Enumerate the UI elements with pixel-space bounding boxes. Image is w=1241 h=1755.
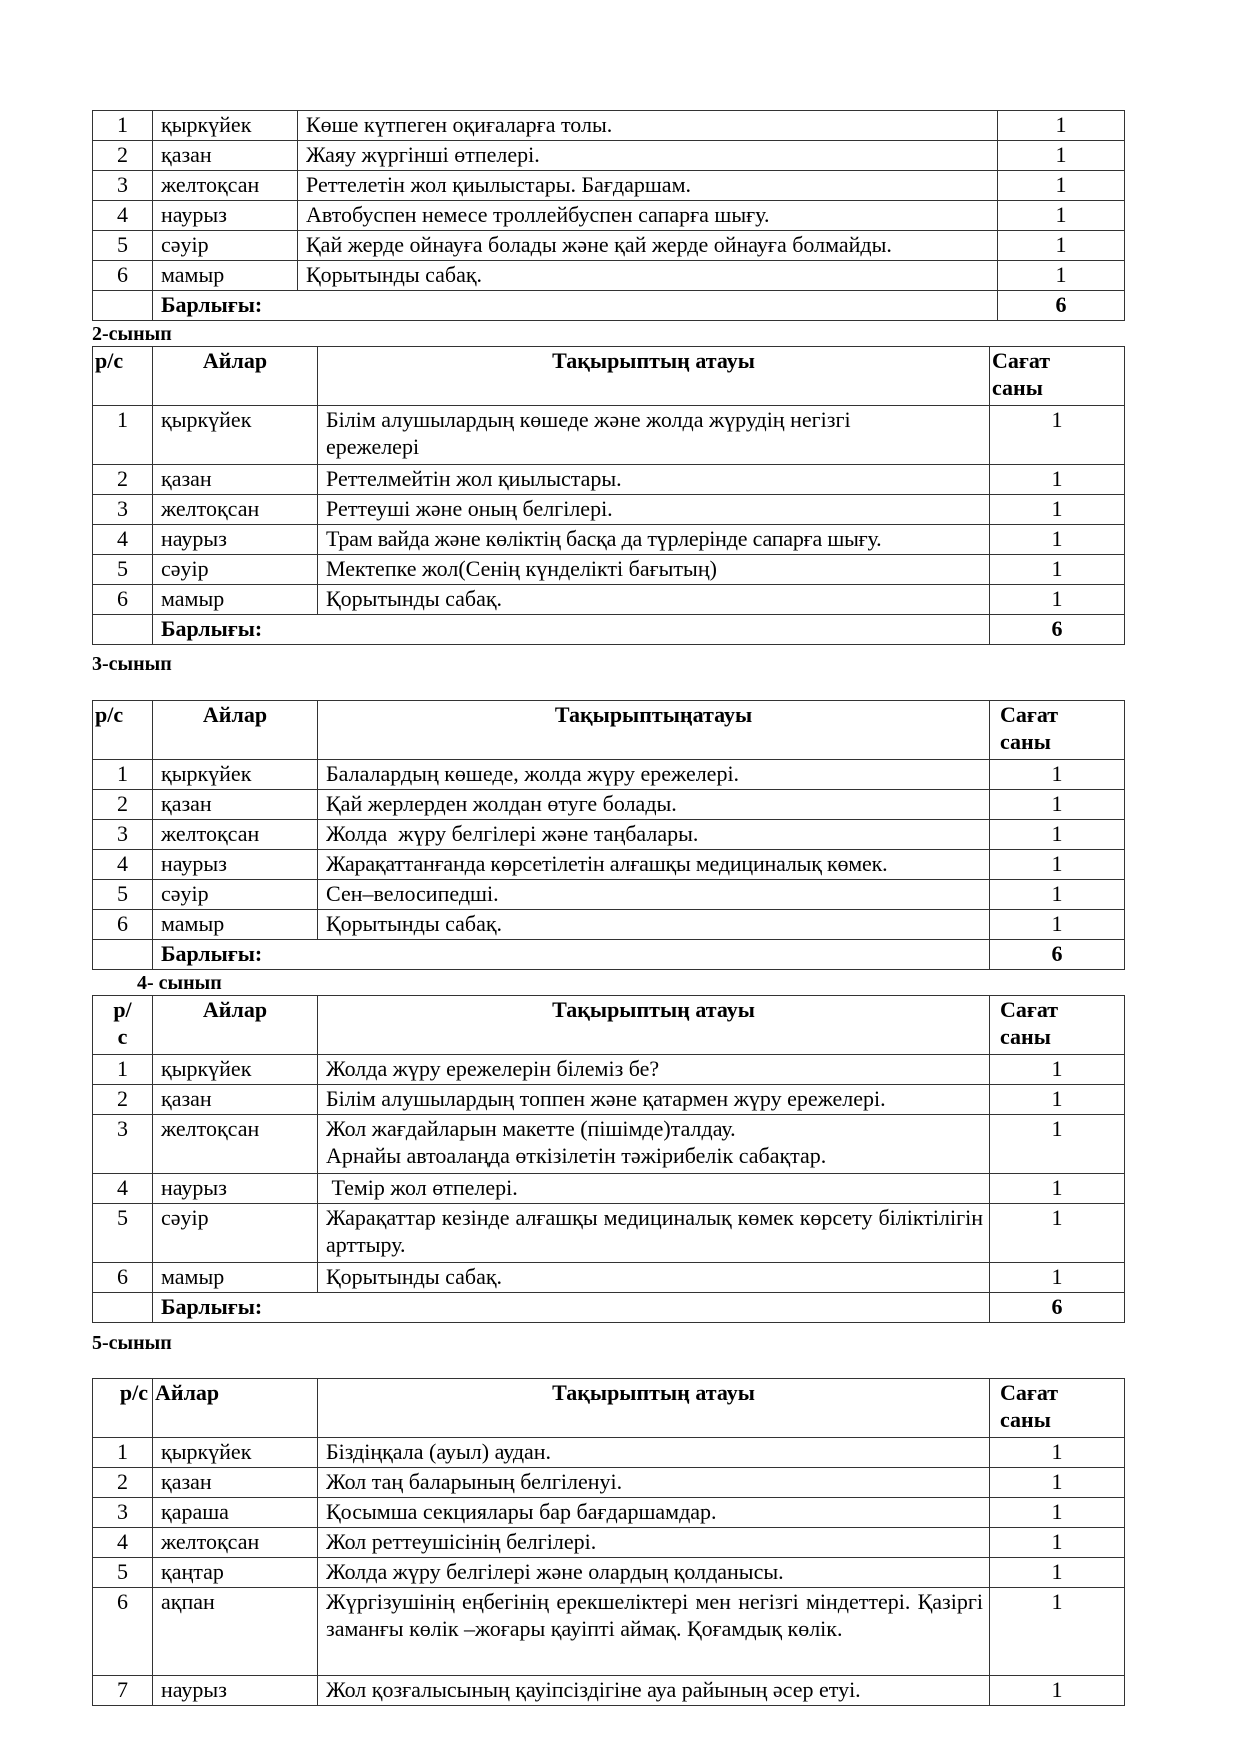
grade1-table-block xyxy=(92,110,1125,321)
table-row xyxy=(93,850,1125,880)
table-header-row xyxy=(93,996,1125,1055)
header-month: Айлар xyxy=(153,701,318,760)
row-month: қараша xyxy=(153,1498,318,1528)
grade1-table xyxy=(92,110,1125,321)
table-row xyxy=(93,201,1125,231)
table-row xyxy=(93,495,1125,525)
header-topic: Тақырыптың атауы xyxy=(318,347,990,406)
row-number: 3 xyxy=(93,171,153,201)
row-topic: Автобуспен немесе троллейбуспен сапарға шығу. xyxy=(298,201,998,231)
row-hours: 1 xyxy=(990,760,1125,790)
row-topic: Жолда жүру белгілері және таңбалары. xyxy=(318,820,990,850)
row-number: 5 xyxy=(93,231,153,261)
row-month: сәуір xyxy=(153,555,318,585)
header-month: Айлар xyxy=(153,1379,318,1438)
table-row xyxy=(93,406,1125,465)
table-row xyxy=(93,111,1125,141)
total-value: 6 xyxy=(998,291,1125,321)
table-row xyxy=(93,910,1125,940)
row-month: сәуір xyxy=(153,880,318,910)
row-hours: 1 xyxy=(990,1676,1125,1706)
total-label: Барлығы: xyxy=(153,615,990,645)
row-hours: 1 xyxy=(990,1085,1125,1115)
row-month: қыркүйек xyxy=(153,111,298,141)
row-hours: 1 xyxy=(990,1558,1125,1588)
total-row xyxy=(93,615,1125,645)
row-month: желтоқсан xyxy=(153,495,318,525)
header-topic: Тақырыптың атауы xyxy=(318,1379,990,1438)
grade2-table-block xyxy=(92,346,1125,645)
row-topic: Реттелмейтін жол қиылыстары. xyxy=(318,465,990,495)
table-row xyxy=(93,1204,1125,1263)
row-hours: 1 xyxy=(990,585,1125,615)
row-hours: 1 xyxy=(990,850,1125,880)
row-number: 6 xyxy=(93,261,153,291)
row-topic: Реттеуші және оның белгілері. xyxy=(318,495,990,525)
table-header-row xyxy=(93,1379,1125,1438)
row-number: 4 xyxy=(93,1528,153,1558)
row-number: 4 xyxy=(93,201,153,231)
row-number: 3 xyxy=(93,1498,153,1528)
row-hours: 1 xyxy=(990,1204,1125,1263)
grade2-table xyxy=(92,346,1125,645)
row-number: 1 xyxy=(93,1055,153,1085)
row-hours: 1 xyxy=(998,201,1125,231)
row-topic: Темір жол өтпелері. xyxy=(318,1174,990,1204)
grade4-table xyxy=(92,995,1125,1323)
table-row xyxy=(93,231,1125,261)
row-hours: 1 xyxy=(998,141,1125,171)
row-topic: Жолда жүру белгілері және олардың қолданысы. xyxy=(318,1558,990,1588)
table-row xyxy=(93,1085,1125,1115)
row-hours: 1 xyxy=(990,910,1125,940)
total-label: Барлығы: xyxy=(153,291,998,321)
row-month: қазан xyxy=(153,465,318,495)
row-month: қыркүйек xyxy=(153,1055,318,1085)
grade3-table-block xyxy=(92,700,1125,970)
row-topic: Қай жерлерден жолдан өтуге болады. xyxy=(318,790,990,820)
row-hours: 1 xyxy=(990,790,1125,820)
header-number: р/с xyxy=(93,701,153,760)
row-hours: 1 xyxy=(998,261,1125,291)
row-number: 6 xyxy=(93,585,153,615)
row-topic: Жол жағдайларын макетте (пішімде)талдау. Арнайы автоалаңда өткізілетін тәжірибелік сабақтар. xyxy=(318,1115,990,1174)
row-month: мамыр xyxy=(153,585,318,615)
table-row xyxy=(93,1115,1125,1174)
row-hours: 1 xyxy=(990,406,1125,465)
total-empty-cell xyxy=(93,291,153,321)
row-topic: Біздіңқала (ауыл) аудан. xyxy=(318,1438,990,1468)
total-empty-cell xyxy=(93,615,153,645)
row-month: наурыз xyxy=(153,525,318,555)
row-topic: Жарақаттар кезінде алғашқы медициналық көмек көрсету біліктілігін арттыру. xyxy=(318,1204,990,1263)
row-hours: 1 xyxy=(990,555,1125,585)
row-month: мамыр xyxy=(153,1263,318,1293)
row-topic: Жолда жүру ережелерін білеміз бе? xyxy=(318,1055,990,1085)
row-month: сәуір xyxy=(153,231,298,261)
row-topic: Трам вайда және көліктің басқа да түрлерінде сапарға шығу. xyxy=(318,525,990,555)
row-hours: 1 xyxy=(990,1468,1125,1498)
table-header-row xyxy=(93,701,1125,760)
row-topic: Қорытынды сабақ. xyxy=(298,261,998,291)
row-month: қыркүйек xyxy=(153,1438,318,1468)
row-number: 2 xyxy=(93,141,153,171)
row-number: 5 xyxy=(93,555,153,585)
total-label: Барлығы: xyxy=(153,1293,990,1323)
row-number: 3 xyxy=(93,1115,153,1174)
row-topic: Жол таң баларының белгіленуі. xyxy=(318,1468,990,1498)
row-hours: 1 xyxy=(990,820,1125,850)
row-month: қыркүйек xyxy=(153,406,318,465)
total-row xyxy=(93,1293,1125,1323)
row-number: 7 xyxy=(93,1676,153,1706)
row-number: 1 xyxy=(93,111,153,141)
table-row xyxy=(93,1174,1125,1204)
row-topic: Қай жерде ойнауға болады және қай жерде ойнауға болмайды. xyxy=(298,231,998,261)
table-row xyxy=(93,261,1125,291)
row-month: наурыз xyxy=(153,1174,318,1204)
row-topic: Көше күтпеген оқиғаларға толы. xyxy=(298,111,998,141)
row-number: 5 xyxy=(93,880,153,910)
row-month: желтоқсан xyxy=(153,1528,318,1558)
row-topic: Реттелетін жол қиылыстары. Бағдаршам. xyxy=(298,171,998,201)
row-hours: 1 xyxy=(990,880,1125,910)
row-topic: Жүргізушінің еңбегінің ерекшеліктері мен негізгі міндеттері. Қазіргі заманғы көлік –жоғары қауіпті аймақ. Қоғамдық көлік. xyxy=(318,1588,990,1676)
row-hours: 1 xyxy=(990,1498,1125,1528)
row-month: желтоқсан xyxy=(153,171,298,201)
row-topic: Қорытынды сабақ. xyxy=(318,910,990,940)
table-header-row xyxy=(93,347,1125,406)
row-month: наурыз xyxy=(153,201,298,231)
header-hours: Сағат саны xyxy=(990,701,1125,760)
row-number: 4 xyxy=(93,1174,153,1204)
row-month: қаңтар xyxy=(153,1558,318,1588)
row-topic: Балалардың көшеде, жолда жүру ережелері. xyxy=(318,760,990,790)
row-topic: Жол реттеушісінің белгілері. xyxy=(318,1528,990,1558)
row-number: 6 xyxy=(93,910,153,940)
row-hours: 1 xyxy=(990,1528,1125,1558)
table-row xyxy=(93,820,1125,850)
row-hours: 1 xyxy=(990,1174,1125,1204)
row-topic: Жаяу жүргінші өтпелері. xyxy=(298,141,998,171)
row-topic: Мектепке жол(Сенің күнделікті бағытың) xyxy=(318,555,990,585)
grade2-caption: 2-сынып xyxy=(92,323,172,345)
header-month: Айлар xyxy=(153,347,318,406)
row-number: 4 xyxy=(93,850,153,880)
row-number: 5 xyxy=(93,1558,153,1588)
row-hours: 1 xyxy=(990,525,1125,555)
row-number: 1 xyxy=(93,1438,153,1468)
total-empty-cell xyxy=(93,940,153,970)
row-hours: 1 xyxy=(990,1115,1125,1174)
table-row xyxy=(93,790,1125,820)
grade5-table-block xyxy=(92,1378,1125,1706)
grade4-table-block xyxy=(92,995,1125,1323)
row-month: ақпан xyxy=(153,1588,318,1676)
header-topic: Тақырыптыңатауы xyxy=(318,701,990,760)
row-number: 2 xyxy=(93,1468,153,1498)
table-row xyxy=(93,585,1125,615)
row-month: желтоқсан xyxy=(153,820,318,850)
header-hours: Сағат саны xyxy=(990,996,1125,1055)
row-hours: 1 xyxy=(998,111,1125,141)
row-hours: 1 xyxy=(990,1588,1125,1676)
row-number: 3 xyxy=(93,495,153,525)
table-row xyxy=(93,465,1125,495)
row-number: 4 xyxy=(93,525,153,555)
grade3-caption: 3-сынып xyxy=(92,653,172,675)
row-month: қыркүйек xyxy=(153,760,318,790)
header-topic: Тақырыптың атауы xyxy=(318,996,990,1055)
header-number: р/с xyxy=(93,347,153,406)
grade5-table xyxy=(92,1378,1125,1706)
row-topic: Сен–велосипедші. xyxy=(318,880,990,910)
row-hours: 1 xyxy=(998,231,1125,261)
row-month: желтоқсан xyxy=(153,1115,318,1174)
row-hours: 1 xyxy=(990,1263,1125,1293)
row-hours: 1 xyxy=(998,171,1125,201)
row-month: мамыр xyxy=(153,261,298,291)
row-topic: Жарақаттанғанда көрсетілетін алғашқы медициналық көмек. xyxy=(318,850,990,880)
header-number: р/с xyxy=(93,1379,153,1438)
row-hours: 1 xyxy=(990,495,1125,525)
total-value: 6 xyxy=(990,1293,1125,1323)
row-hours: 1 xyxy=(990,1438,1125,1468)
table-row xyxy=(93,1468,1125,1498)
row-number: 2 xyxy=(93,465,153,495)
row-number: 5 xyxy=(93,1204,153,1263)
table-row xyxy=(93,880,1125,910)
table-row xyxy=(93,1558,1125,1588)
row-topic: Жол қозғалысының қауіпсіздігіне ауа райының әсер етуі. xyxy=(318,1676,990,1706)
grade5-caption: 5-сынып xyxy=(92,1332,172,1354)
total-label: Барлығы: xyxy=(153,940,990,970)
row-number: 6 xyxy=(93,1263,153,1293)
grade4-caption: 4- сынып xyxy=(137,972,222,994)
table-row xyxy=(93,1676,1125,1706)
row-month: сәуір xyxy=(153,1204,318,1263)
row-number: 1 xyxy=(93,760,153,790)
row-number: 3 xyxy=(93,820,153,850)
row-month: наурыз xyxy=(153,1676,318,1706)
row-month: мамыр xyxy=(153,910,318,940)
total-empty-cell xyxy=(93,1293,153,1323)
row-hours: 1 xyxy=(990,465,1125,495)
table-row xyxy=(93,1263,1125,1293)
total-value: 6 xyxy=(990,615,1125,645)
table-row xyxy=(93,1438,1125,1468)
row-topic: Қорытынды сабақ. xyxy=(318,1263,990,1293)
table-row xyxy=(93,555,1125,585)
header-number: р/ с xyxy=(93,996,153,1055)
row-topic: Қорытынды сабақ. xyxy=(318,585,990,615)
row-number: 6 xyxy=(93,1588,153,1676)
row-topic: Білім алушылардың топпен және қатармен жүру ережелері. xyxy=(318,1085,990,1115)
row-month: наурыз xyxy=(153,850,318,880)
table-row xyxy=(93,525,1125,555)
header-hours: Сағат саны xyxy=(990,347,1125,406)
table-row xyxy=(93,141,1125,171)
table-row xyxy=(93,1528,1125,1558)
row-topic: Білім алушылардың көшеде және жолда жүрудің негізгі ережелері xyxy=(318,406,990,465)
row-month: қазан xyxy=(153,1468,318,1498)
table-row xyxy=(93,171,1125,201)
table-row xyxy=(93,1055,1125,1085)
total-row xyxy=(93,940,1125,970)
row-hours: 1 xyxy=(990,1055,1125,1085)
total-value: 6 xyxy=(990,940,1125,970)
grade3-table xyxy=(92,700,1125,970)
row-month: қазан xyxy=(153,790,318,820)
row-month: қазан xyxy=(153,1085,318,1115)
row-topic: Қосымша секциялары бар бағдаршамдар. xyxy=(318,1498,990,1528)
table-row xyxy=(93,760,1125,790)
row-number: 2 xyxy=(93,1085,153,1115)
total-row xyxy=(93,291,1125,321)
row-number: 2 xyxy=(93,790,153,820)
table-row xyxy=(93,1588,1125,1676)
row-number: 1 xyxy=(93,406,153,465)
header-hours: Сағат саны xyxy=(990,1379,1125,1438)
header-month: Айлар xyxy=(153,996,318,1055)
row-month: қазан xyxy=(153,141,298,171)
table-row xyxy=(93,1498,1125,1528)
